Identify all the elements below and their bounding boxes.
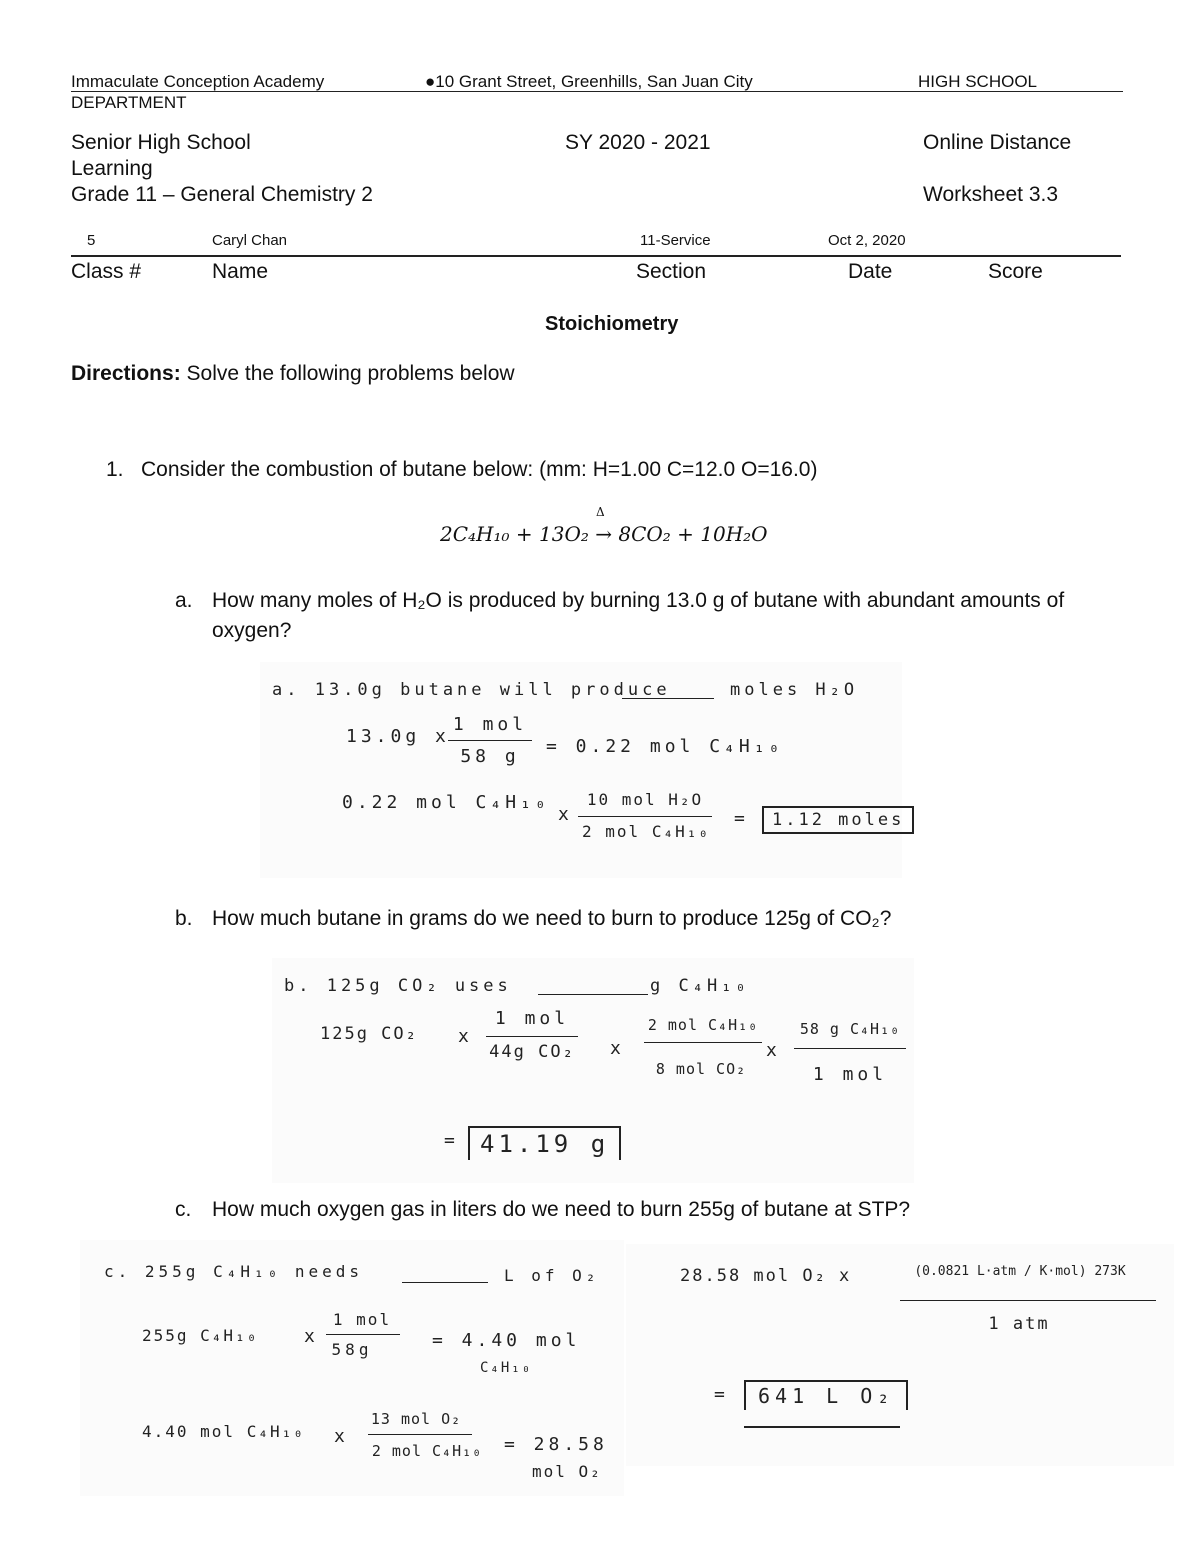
work-c-line1-end: L of O₂	[504, 1266, 600, 1285]
work-c-l3-result: = 28.58	[504, 1434, 608, 1455]
work-a-l2-den: 58 g	[460, 746, 520, 767]
work-c-r1-den: 1 atm	[988, 1314, 1050, 1334]
directions	[71, 362, 515, 386]
work-c-l2-num: 1 mol	[332, 1310, 392, 1329]
name-value: Caryl Chan	[212, 232, 288, 249]
dept-left: DEPARTMENT	[71, 93, 187, 112]
work-a-line1-end: moles H₂O	[730, 680, 859, 700]
school-name: Immaculate Conception Academy	[71, 72, 325, 91]
heat-delta-symbol: Δ	[596, 505, 605, 519]
directions-text: Solve the following problems below	[180, 362, 515, 385]
work-a-line1: a. 13.0g butane will produce	[272, 680, 671, 700]
question-b-label: b.	[175, 907, 193, 930]
work-a-l2-num: 1 mol	[452, 714, 528, 735]
section-label: Section	[636, 260, 707, 283]
work-c-r-eq: =	[714, 1384, 729, 1405]
question-a-line2: oxygen?	[212, 619, 292, 642]
work-c-l3-result-unit: mol O₂	[532, 1462, 602, 1481]
work-b-l2-left: 125g CO₂	[320, 1024, 418, 1044]
dept-right: HIGH SCHOOL	[918, 72, 1038, 91]
mode-right: Online Distance	[923, 131, 1072, 154]
work-c-l3-bar	[368, 1434, 472, 1435]
work-a-blank	[622, 698, 714, 699]
mode-left: Learning	[71, 157, 153, 180]
equation-products: 8CO₂ + 10H₂O	[618, 522, 768, 546]
name-label: Name	[212, 260, 269, 283]
class-number-value: 5	[87, 232, 96, 249]
work-b-f3-bar	[794, 1048, 906, 1049]
work-a-l2-result: = 0.22 mol C₄H₁₀	[546, 736, 784, 757]
work-c-answer-underline	[744, 1426, 900, 1428]
work-c-l2-left: 255g C₄H₁₀	[142, 1326, 259, 1345]
work-b-line1-end: g C₄H₁₀	[650, 976, 750, 996]
work-b-f2-den: 8 mol CO₂	[655, 1060, 747, 1078]
work-c-r1-bar	[900, 1300, 1156, 1301]
question-a-line1: How many moles of H₂O is produced by burning 13.0 g of butane with abundant amounts of	[212, 589, 1065, 612]
date-label: Date	[848, 260, 893, 283]
work-b-f2-bar	[644, 1042, 762, 1043]
work-c-answer-box: 641 L O₂	[744, 1380, 908, 1410]
work-c-l2-result-unit: C₄H₁₀	[480, 1360, 533, 1376]
work-b-blank	[538, 994, 648, 995]
chemical-equation	[440, 522, 768, 546]
school-address: ●10 Grant Street, Greenhills, San Juan City	[425, 72, 753, 91]
info-rule	[71, 255, 1121, 257]
equation-reactants: 2C₄H₁₀ + 13O₂ →	[440, 522, 612, 546]
work-c-blank	[402, 1282, 488, 1283]
problem-number: 1.	[106, 458, 124, 481]
work-b-x2: x	[610, 1038, 625, 1059]
work-c-left-panel	[80, 1240, 624, 1496]
worksheet-number: Worksheet 3.3	[923, 183, 1059, 206]
score-label: Score	[988, 260, 1043, 283]
work-c-l3-num: 13 mol O₂	[370, 1410, 462, 1428]
directions-label: Directions:	[71, 362, 181, 385]
course: Grade 11 – General Chemistry 2	[71, 183, 373, 206]
class-number-label: Class #	[71, 260, 142, 283]
question-a-label: a.	[175, 589, 193, 612]
work-c-line1: c. 255g C₄H₁₀ needs	[104, 1262, 364, 1281]
work-a-l3-x: x	[558, 804, 573, 825]
work-b-f3-den: 1 mol	[812, 1064, 888, 1085]
work-c-l2-bar	[326, 1334, 400, 1335]
work-a-answer-box: 1.12 moles	[762, 806, 914, 834]
school-year: SY 2020 - 2021	[565, 131, 711, 154]
work-c-r1-num: (0.0821 L·atm / K·mol) 273K	[914, 1264, 1126, 1279]
page-title: Stoichiometry	[545, 313, 679, 335]
work-a-l3-left: 0.22 mol C₄H₁₀	[342, 792, 550, 813]
work-b-panel	[272, 958, 914, 1183]
question-b-text: How much butane in grams do we need to burn to produce 125g of CO₂?	[212, 907, 892, 930]
work-a-l2-bar	[448, 740, 532, 741]
work-b-x1: x	[458, 1026, 473, 1047]
work-c-l2-x: x	[304, 1326, 319, 1347]
work-b-line1: b. 125g CO₂ uses	[284, 976, 512, 996]
work-b-f1-den: 44g CO₂	[489, 1042, 575, 1062]
question-c-text: How much oxygen gas in liters do we need to burn 255g of butane at STP?	[212, 1198, 911, 1221]
work-b-eq: =	[444, 1130, 459, 1151]
work-c-l2-den: 58g	[331, 1340, 373, 1359]
work-a-panel	[260, 662, 905, 878]
section-value: 11-Service	[640, 232, 711, 249]
program: Senior High School	[71, 131, 251, 154]
work-a-l3-bar	[578, 816, 712, 817]
work-a-l2-left: 13.0g x	[346, 726, 450, 747]
work-a-l3-den: 2 mol C₄H₁₀	[582, 822, 710, 841]
work-b-x3: x	[766, 1040, 781, 1061]
work-a-l3-num: 10 mol H₂O	[586, 790, 704, 809]
work-b-f2-num: 2 mol C₄H₁₀	[647, 1016, 759, 1034]
work-b-f1-bar	[486, 1036, 578, 1037]
work-c-l3-left: 4.40 mol C₄H₁₀	[142, 1422, 305, 1441]
work-c-r1-left: 28.58 mol O₂ x	[680, 1266, 852, 1286]
work-b-f3-num: 58 g C₄H₁₀	[799, 1020, 901, 1038]
work-c-right-panel	[626, 1244, 1174, 1466]
work-c-l3-den: 2 mol C₄H₁₀	[371, 1442, 483, 1460]
work-c-l3-x: x	[334, 1426, 349, 1447]
header-rule	[71, 91, 1123, 92]
work-b-answer-box: 41.19 g	[468, 1126, 621, 1160]
work-c-l2-result: = 4.40 mol	[432, 1330, 581, 1351]
work-a-l3-eq: =	[734, 808, 749, 829]
work-b-f1-num: 1 mol	[494, 1008, 570, 1029]
problem-text: Consider the combustion of butane below: (mm: H=1.00 C=12.0 O=16.0)	[141, 458, 818, 481]
question-c-label: c.	[175, 1198, 192, 1221]
date-value: Oct 2, 2020	[828, 232, 906, 249]
